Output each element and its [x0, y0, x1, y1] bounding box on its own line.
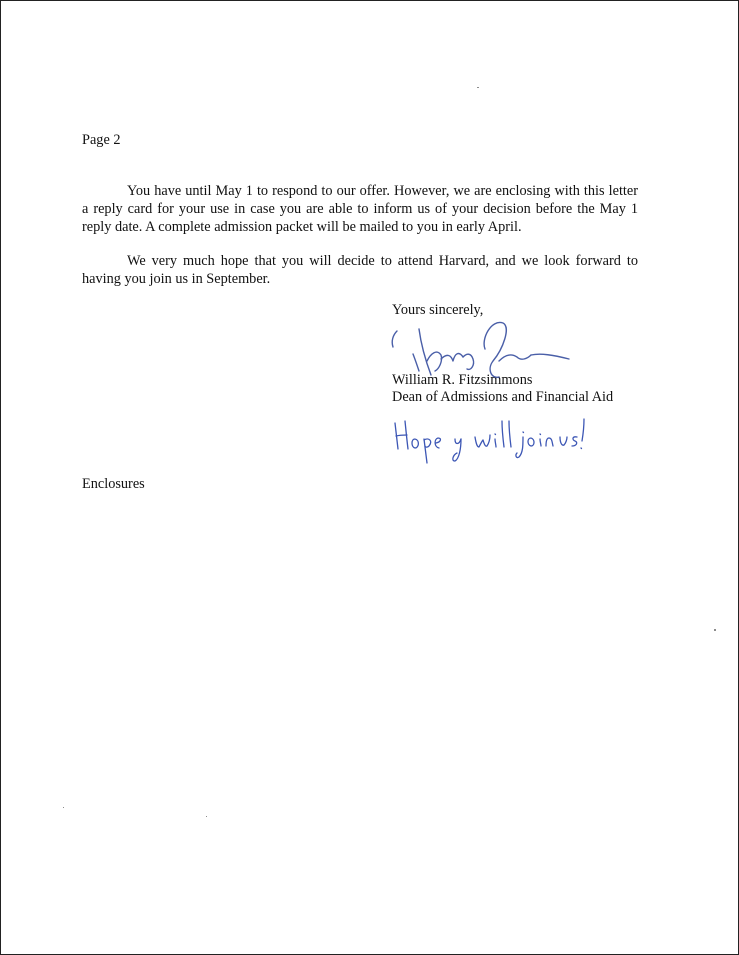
body-paragraph-1 — [82, 182, 638, 236]
enclosures-label: Enclosures — [82, 476, 145, 492]
closing-salutation: Yours sincerely, — [392, 302, 484, 318]
page-number-label: Page 2 — [82, 132, 121, 148]
handwritten-note — [389, 411, 589, 471]
body-paragraph-1-text: You have until May 1 to respond to our offer. However, we are enclosing with this letter a reply card for your use in case you are able to inform us of your decision before the May 1 reply date. A complete admission packet will be mailed to you in early April. — [82, 183, 638, 235]
signer-title: Dean of Admissions and Financial Aid — [392, 389, 614, 405]
body-paragraph-2-text: We very much hope that you will decide to attend Harvard, and we look forward to having you join us in September. — [82, 253, 638, 287]
body-paragraph-2 — [82, 252, 638, 288]
signer-name: William R. Fitzsimmons — [392, 372, 533, 388]
handwritten-signature — [381, 309, 591, 389]
scan-speck — [714, 629, 716, 631]
scan-speck — [206, 816, 207, 817]
scan-speck — [63, 807, 64, 808]
scan-speck — [477, 87, 479, 88]
